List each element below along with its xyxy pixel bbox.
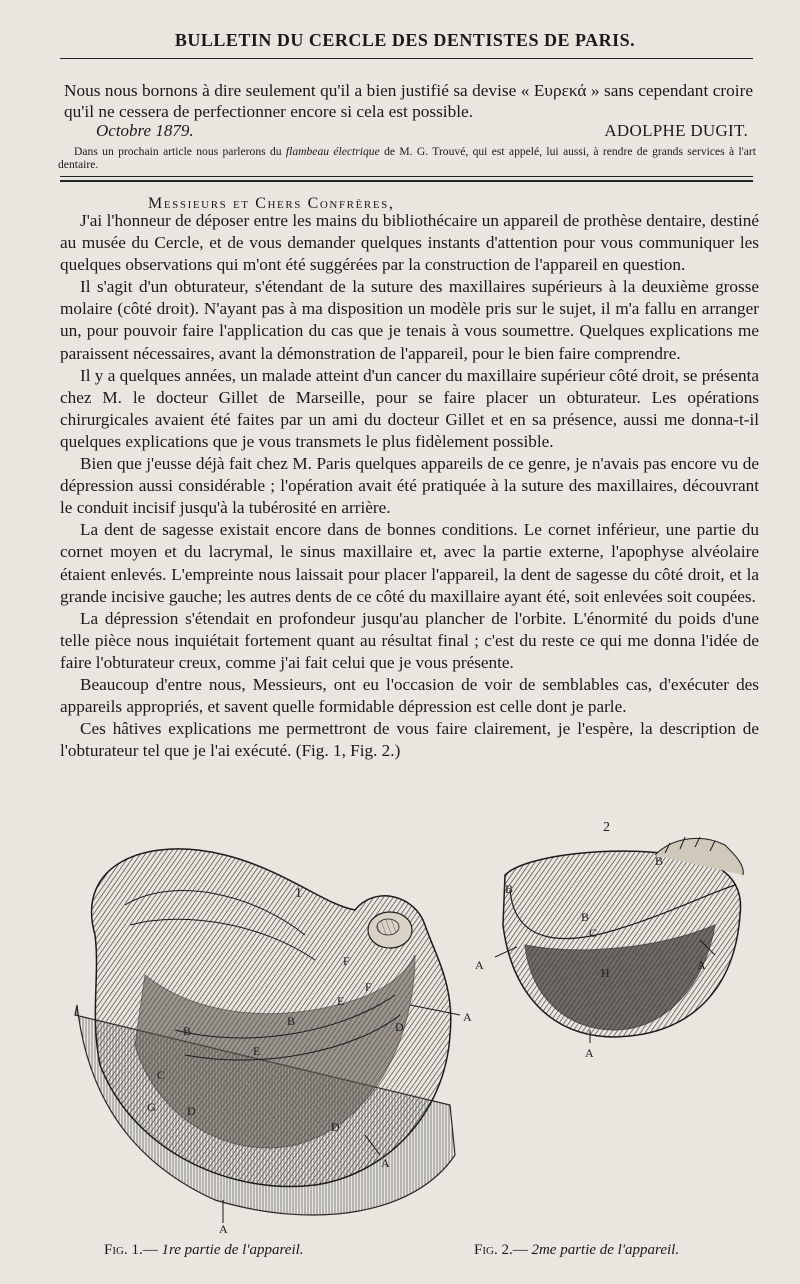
page-header: BULLETIN DU CERCLE DES DENTISTES DE PARIS. — [174, 30, 636, 50]
fig1-label-A2: A — [381, 1156, 390, 1170]
fig1-label-A3: A — [219, 1222, 228, 1235]
signature-author: ADOLPHE DUGIT. — [604, 121, 748, 140]
footnote-text-after: de M. G. Trouvé, qui est appelé, lui aussi, à rendre de grands services à l'art dentaire. — [58, 145, 756, 171]
fig2-label-B: B — [505, 882, 514, 896]
fig1-label-A: A — [463, 1010, 472, 1024]
engraving-illustration — [55, 815, 755, 1235]
figure-2-obturator — [495, 837, 743, 1043]
footnote — [58, 145, 756, 171]
fig1-caption-prefix: Fig. 1.— — [104, 1242, 158, 1258]
fig1-label-D: D — [395, 1020, 404, 1034]
intro-paragraph: Nous nous bornons à dire seulement qu'il a bien justifié sa devise « Ευρεκά » sans cependant croire qu'il ne cessera de perfectionner encore si cela est possible. — [64, 81, 753, 121]
figure-1-caption — [104, 1242, 304, 1259]
fig2-label-A2: A — [697, 958, 706, 972]
fig1-label-E: E — [337, 994, 345, 1008]
article-body — [60, 210, 759, 762]
footnote-text-before: Dans un prochain article nous parlerons du — [74, 145, 286, 158]
fig2-number: 2 — [603, 820, 610, 835]
paragraph-3: Il y a quelques années, un malade atteint d'un cancer du maxillaire supérieur côté droit, se présenta chez M. le docteur Gillet de Marseille, pour se faire placer un obturateur. Les opérations chirurgicales avaient été faites par un ami du docteur Gillet et en sa présence, aussi me donna-t-il quelques explications que je vous transmets le plus fidèlement possible. — [60, 365, 759, 451]
fig1-number: 1 — [295, 886, 302, 901]
fig1-label-E2: E — [253, 1044, 261, 1058]
header-rule — [60, 58, 753, 59]
fig2-label-B2: B — [581, 910, 590, 924]
fig1-label-D3: D — [331, 1120, 340, 1134]
figures-area — [55, 815, 755, 1235]
fig1-label-F: F — [343, 954, 350, 968]
fig2-label-H: H — [601, 966, 610, 980]
figure-2-caption — [474, 1242, 679, 1259]
section-rule — [60, 176, 753, 182]
paragraph-2: Il s'agit d'un obturateur, s'étendant de la suture des maxillaires supérieurs à la deuxième grosse molaire (côté droit). N'ayant pas à ma disposition un modèle pris sur le sujet, il m'a fallu en arranger un, pour pouvoir faire l'application du cas que je tenais à vous soumettre. Quelques explications me paraissent nécessaires, avant la démonstration de l'appareil, pour le bien faire comprendre. — [60, 277, 759, 363]
fig2-label-B3: B — [655, 854, 664, 868]
paragraph-1: J'ai l'honneur de déposer entre les mains du bibliothécaire un appareil de prothèse dentaire, destiné au musée du Cercle, et de vous demander quelques instants d'attention pour vous communiquer les quelques observations qui m'ont été suggérées par la construction de l'appareil en question. — [60, 211, 759, 275]
figure-1-obturator — [75, 849, 460, 1223]
fig2-caption-text: 2me partie de l'appareil. — [527, 1242, 680, 1258]
fig1-label-B2: B — [287, 1014, 296, 1028]
fig2-label-C: C — [589, 926, 598, 940]
paragraph-5: La dent de sagesse existait encore dans de bonnes conditions. Le cornet inférieur, une partie du cornet moyen et du lacrymal, le sinus maxillaire et, avec la partie externe, l'apophyse alvéolaire étaient enlevés. L'empreinte nous laissait pour placer l'appareil, la dent de sagesse du côté droit, et la grande incisive gauche; les autres dents de ce côté du maxillaire ayant été, soit enlevées soit coupées. — [60, 520, 759, 606]
fig2-label-A: A — [475, 958, 484, 972]
fig2-label-A3: A — [585, 1046, 594, 1060]
fig1-label-D2: D — [187, 1104, 196, 1118]
fig1-label-B: B — [183, 1024, 192, 1038]
salutation: Messieurs et Chers Confrères, — [148, 195, 395, 212]
footnote-italic: flambeau électrique — [285, 145, 380, 158]
fig1-label-F2: F — [365, 980, 372, 994]
paragraph-4: Bien que j'eusse déjà fait chez M. Paris quelques appareils de ce genre, je n'avais pas encore vu de dépression aussi considérable ; l'opération avait été pratiquée à la suture des maxillaires, découvrant le conduit incisif jusqu'à la tubérosité en arrière. — [60, 454, 759, 518]
paragraph-8: Ces hâtives explications me permettront de vous faire clairement, je l'espère, la description de l'obturateur tel que je l'ai exécuté. (Fig. 1, Fig. 2.) — [60, 719, 759, 761]
signature-line — [96, 121, 748, 141]
fig1-label-C: C — [157, 1068, 166, 1082]
fig1-label-G: G — [147, 1100, 156, 1114]
signature-date: Octobre 1879. — [96, 121, 194, 140]
paragraph-6: La dépression s'étendait en profondeur jusqu'au plancher de l'orbite. L'énormité du poids d'une telle pièce nous inquiétait fortement quant au résultat final ; c'est du reste ce qui me donna l'idée de faire l'obturateur creux, comme j'ai fait celui que je vous présente. — [60, 608, 759, 672]
paragraph-7: Beaucoup d'entre nous, Messieurs, ont eu l'occasion de voir de semblables cas, d'exécuter des appareils appropriés, et savent quelle formidable dépression est celle dont je parle. — [60, 674, 759, 717]
fig1-caption-text: 1re partie de l'appareil. — [157, 1242, 304, 1258]
fig2-caption-prefix: Fig. 2.— — [474, 1242, 528, 1258]
